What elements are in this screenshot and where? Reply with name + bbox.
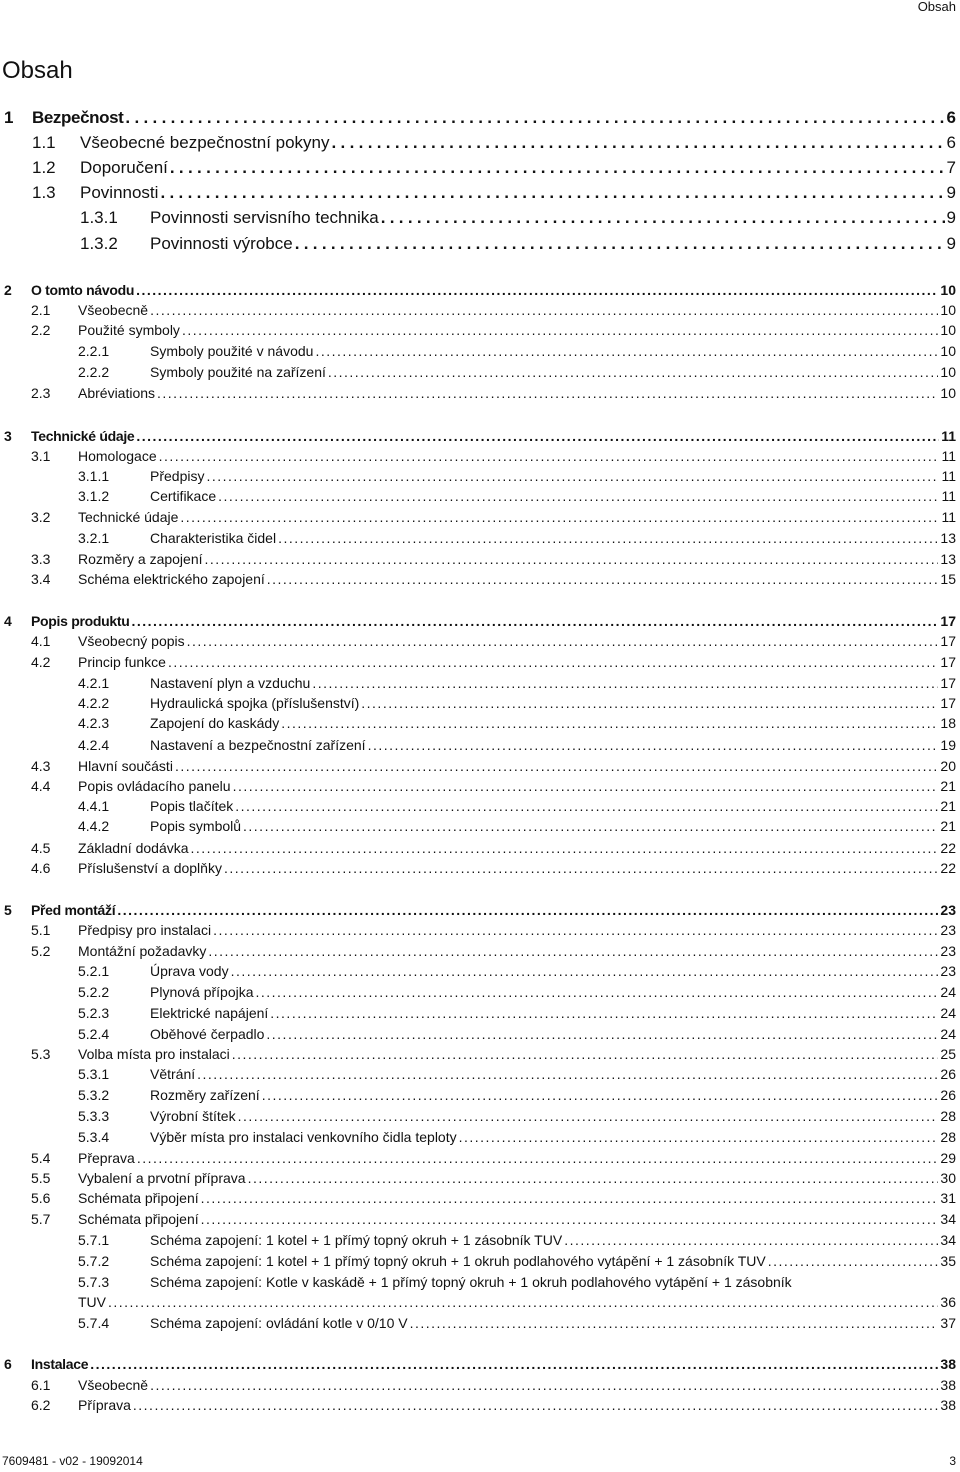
toc-page-number: 21 — [940, 818, 956, 835]
toc-leader-dots — [90, 1356, 938, 1372]
toc-entry[interactable] — [31, 1377, 956, 1397]
toc-label: Zapojení do kaskády — [150, 715, 280, 732]
toc-number: 5.7.2 — [78, 1253, 110, 1270]
toc-leader-dots — [137, 1150, 939, 1166]
toc-leader-dots — [159, 448, 940, 464]
toc-number: 5.1 — [31, 922, 51, 939]
toc-entry[interactable] — [31, 922, 956, 942]
toc-page-number: 24 — [940, 1026, 956, 1043]
toc-chapter[interactable] — [4, 428, 956, 448]
toc-label: Symboly použité v návodu — [150, 343, 314, 360]
toc-leader-dots — [315, 343, 938, 359]
toc-number: 4.2 — [31, 654, 51, 671]
toc-number: 5.3 — [31, 1046, 51, 1063]
toc-number: 4.4.2 — [78, 818, 110, 835]
toc-entry[interactable] — [78, 1274, 956, 1294]
page-number: 3 — [949, 1454, 956, 1468]
toc-page-number: 30 — [940, 1170, 956, 1187]
toc-page-number: 23 — [940, 902, 956, 919]
toc-chapter[interactable] — [4, 1356, 956, 1376]
toc-entry[interactable] — [31, 448, 956, 468]
toc-leader-dots — [150, 1377, 938, 1393]
toc-label: Hlavní součásti — [78, 758, 173, 775]
toc-leader-dots — [117, 902, 938, 918]
toc-page-number: 21 — [940, 778, 956, 795]
toc-label: Rozměry zařízení — [150, 1087, 260, 1104]
toc-leader-dots — [262, 1087, 939, 1103]
toc-page-number: 11 — [941, 509, 956, 526]
toc-entry[interactable] — [31, 1211, 956, 1231]
toc-number: 4.2.3 — [78, 715, 110, 732]
toc-entry[interactable] — [31, 943, 956, 963]
toc-chapter[interactable] — [4, 108, 956, 132]
toc-leader-dots — [168, 654, 938, 670]
toc-number: 2.2.1 — [78, 343, 110, 360]
toc-leader-dots — [564, 1232, 938, 1248]
toc-entry[interactable] — [78, 715, 956, 735]
toc-leader-dots — [108, 1294, 938, 1310]
toc-number: 5.5 — [31, 1170, 51, 1187]
toc-leader-dots — [235, 798, 938, 814]
toc-number: 4.2.4 — [78, 737, 110, 754]
toc-number: 4.6 — [31, 860, 51, 877]
toc-entry[interactable] — [31, 1294, 956, 1314]
toc-page-number: 35 — [940, 1253, 956, 1270]
toc-entry[interactable] — [32, 183, 956, 207]
toc-entry[interactable] — [31, 758, 956, 778]
toc-page-number: 19 — [940, 737, 956, 754]
toc-number: 1.3.1 — [80, 208, 118, 228]
toc-label: Schéma zapojení: 1 kotel + 1 přímý topný okruh + 1 okruh podlahového vytápění + 1 zásobník TUV — [150, 1253, 766, 1270]
toc-leader-dots — [208, 943, 938, 959]
toc-label: Základní dodávka — [78, 840, 189, 857]
toc-entry[interactable] — [31, 840, 956, 860]
toc-page-number: 15 — [940, 571, 956, 588]
toc-label: Schémata připojení — [78, 1190, 199, 1207]
toc-number: 2.1 — [31, 302, 51, 319]
toc-leader-dots — [175, 758, 938, 774]
toc-page-number: 13 — [940, 551, 956, 568]
toc-entry[interactable] — [32, 158, 956, 182]
toc-entry[interactable] — [78, 1066, 956, 1086]
toc-page-number: 10 — [940, 282, 956, 299]
toc-entry[interactable] — [31, 1397, 956, 1417]
toc-label: O tomto návodu — [31, 282, 135, 299]
toc-page-number: 37 — [940, 1315, 956, 1332]
toc-entry[interactable] — [31, 571, 956, 591]
toc-leader-dots — [312, 675, 938, 691]
toc-number: 5.3.1 — [78, 1066, 110, 1083]
toc-number: 3.2 — [31, 509, 51, 526]
toc-leader-dots — [332, 133, 945, 153]
toc-label: Popis tlačítek — [150, 798, 234, 815]
toc-leader-dots — [187, 633, 939, 649]
toc-number: 4.5 — [31, 840, 51, 857]
toc-label: Předpisy pro instalaci — [78, 922, 212, 939]
toc-entry[interactable] — [78, 1232, 956, 1252]
toc-page-number: 28 — [940, 1108, 956, 1125]
toc-number: 3 — [4, 428, 12, 445]
toc-entry[interactable] — [31, 1046, 956, 1066]
toc-number: 5.4 — [31, 1150, 51, 1167]
toc-label: Předpisy — [150, 468, 205, 485]
toc-chapter[interactable] — [4, 902, 956, 922]
toc-leader-dots — [182, 322, 938, 338]
toc-entry[interactable] — [78, 737, 956, 757]
toc-entry[interactable] — [78, 695, 956, 715]
toc-label: Schéma zapojení: ovládání kotle v 0/10 V — [150, 1315, 408, 1332]
toc-entry[interactable] — [78, 488, 956, 508]
toc-number: 5.7.3 — [78, 1274, 110, 1291]
toc-entry[interactable] — [78, 963, 956, 983]
toc-leader-dots — [205, 551, 939, 567]
toc-leader-dots — [267, 571, 939, 587]
toc-number: 2.2.2 — [78, 364, 110, 381]
toc-entry[interactable] — [78, 1087, 956, 1107]
toc-number: 5.7.4 — [78, 1315, 110, 1332]
toc-leader-dots — [133, 1397, 939, 1413]
toc-leader-dots — [131, 613, 938, 629]
toc-entry[interactable] — [78, 364, 956, 384]
toc-label: Schéma zapojení: Kotle v kaskádě + 1 přímý topný okruh + 1 okruh podlahového vytápění + 1 zásobník — [150, 1274, 792, 1291]
toc-number: 6 — [4, 1356, 12, 1373]
toc-label: Příprava — [78, 1397, 131, 1414]
toc-page-number: 17 — [940, 654, 956, 671]
toc-number: 4.1 — [31, 633, 51, 650]
toc-leader-dots — [295, 234, 945, 254]
toc-number: 5.6 — [31, 1190, 51, 1207]
toc-entry[interactable] — [78, 1129, 956, 1149]
toc-page-number: 17 — [940, 675, 956, 692]
toc-leader-dots — [243, 818, 938, 834]
toc-entry[interactable] — [31, 322, 956, 342]
toc-label: Úprava vody — [150, 963, 229, 980]
toc-number: 2.2 — [31, 322, 51, 339]
toc-page-number: 9 — [946, 183, 956, 203]
toc-entry[interactable] — [78, 343, 956, 363]
toc-number: 4.4 — [31, 778, 51, 795]
toc-number: 6.2 — [31, 1397, 51, 1414]
toc-label: Všeobecné bezpečnostní pokyny — [80, 133, 330, 153]
toc-chapter[interactable] — [4, 282, 956, 302]
toc-entry[interactable] — [78, 675, 956, 695]
toc-entry[interactable] — [31, 633, 956, 653]
toc-entry[interactable] — [31, 302, 956, 322]
toc-leader-dots — [157, 385, 938, 401]
toc-number: 5.2 — [31, 943, 51, 960]
toc-label: Přeprava — [78, 1150, 135, 1167]
toc-label: Montážní požadavky — [78, 943, 207, 960]
toc-page-number: 34 — [940, 1211, 956, 1228]
toc-page-number: 11 — [941, 448, 956, 465]
toc-page-number: 17 — [940, 633, 956, 650]
toc-leader-dots — [266, 1026, 938, 1042]
toc-label: Technické údaje — [31, 428, 135, 445]
toc-page-number: 13 — [940, 530, 956, 547]
toc-leader-dots — [224, 860, 938, 876]
toc-label: Před montáží — [31, 902, 116, 919]
document-code: 7609481 - v02 - 19092014 — [2, 1454, 143, 1468]
toc-page-number: 10 — [940, 302, 956, 319]
toc-page-number: 7 — [946, 158, 956, 178]
toc-page-number: 31 — [940, 1190, 956, 1207]
toc-label: Certifikace — [150, 488, 217, 505]
toc-leader-dots — [150, 302, 938, 318]
toc-label: Popis ovládacího panelu — [78, 778, 231, 795]
toc-page-number: 21 — [940, 798, 956, 815]
toc-number: 5.2.4 — [78, 1026, 110, 1043]
toc-leader-dots — [410, 1315, 939, 1331]
toc-page-number: 10 — [940, 322, 956, 339]
toc-page-number: 11 — [941, 428, 956, 445]
toc-number: 4.4.1 — [78, 798, 110, 815]
toc-label: Povinnosti servisního technika — [150, 208, 379, 228]
toc-page-number: 10 — [940, 364, 956, 381]
toc-leader-dots — [136, 428, 939, 444]
toc-page-number: 10 — [940, 385, 956, 402]
toc-label: Instalace — [31, 1356, 89, 1373]
toc-leader-dots — [281, 715, 938, 731]
toc-page-number: 38 — [940, 1356, 956, 1373]
toc-label: Použité symboly — [78, 322, 180, 339]
toc-page-number: 17 — [940, 613, 956, 630]
toc-number: 5.3.4 — [78, 1129, 110, 1146]
toc-label: Schéma elektrického zapojení — [78, 571, 265, 588]
toc-label: Schémata připojení — [78, 1211, 199, 1228]
toc-entry[interactable] — [31, 654, 956, 674]
toc-label: Výběr místa pro instalaci venkovního čidla teploty — [150, 1129, 457, 1146]
toc-entry[interactable] — [31, 1190, 956, 1210]
toc-page-number: 26 — [940, 1066, 956, 1083]
toc-entry[interactable] — [78, 1005, 956, 1025]
toc-label: Příslušenství a doplňky — [78, 860, 222, 877]
toc-label: Vybalení a prvotní příprava — [78, 1170, 246, 1187]
toc-number: 4.2.1 — [78, 675, 110, 692]
toc-entry[interactable] — [78, 984, 956, 1004]
toc-number: 3.1 — [31, 448, 51, 465]
toc-leader-dots — [381, 208, 945, 228]
toc-page-number: 9 — [946, 208, 956, 228]
toc-entry[interactable] — [78, 1315, 956, 1335]
toc-leader-dots — [201, 1211, 939, 1227]
toc-label: Charakteristika čidel — [150, 530, 277, 547]
toc-number: 1.3.2 — [80, 234, 118, 254]
toc-entry[interactable] — [31, 860, 956, 880]
toc-number: 5.3.3 — [78, 1108, 110, 1125]
toc-entry[interactable] — [78, 468, 956, 488]
toc-leader-dots — [768, 1253, 939, 1269]
toc-page-number: 17 — [940, 695, 956, 712]
toc-page-number: 11 — [941, 488, 956, 505]
toc-label: Popis produktu — [31, 613, 130, 630]
toc-leader-dots — [191, 840, 939, 856]
toc-page-number: 20 — [940, 758, 956, 775]
toc-number: 4.3 — [31, 758, 51, 775]
toc-page-number: 23 — [940, 943, 956, 960]
toc-page-number: 6 — [946, 108, 956, 128]
toc-entry[interactable] — [78, 1026, 956, 1046]
running-header: Obsah — [917, 0, 956, 14]
toc-leader-dots — [232, 1046, 939, 1062]
toc-number: 5.7 — [31, 1211, 51, 1228]
toc-number: 3.4 — [31, 571, 51, 588]
toc-leader-dots — [136, 282, 938, 298]
toc-label: Homologace — [78, 448, 157, 465]
toc-page-number: 38 — [940, 1397, 956, 1414]
toc-page-number: 6 — [946, 133, 956, 153]
page-title: Obsah — [2, 57, 73, 84]
toc-entry[interactable] — [78, 818, 956, 838]
toc-number: 5 — [4, 902, 12, 919]
toc-leader-dots — [361, 695, 938, 711]
toc-label: Povinnosti výrobce — [150, 234, 293, 254]
toc-leader-dots — [368, 737, 939, 753]
toc-page-number: 29 — [940, 1150, 956, 1167]
toc-page-number: 22 — [940, 860, 956, 877]
toc-entry[interactable] — [31, 1150, 956, 1170]
toc-number: 2.3 — [31, 385, 51, 402]
toc-chapter[interactable] — [4, 613, 956, 633]
toc-page-number: 34 — [940, 1232, 956, 1249]
toc-leader-dots — [201, 1190, 939, 1206]
toc-leader-dots — [278, 530, 938, 546]
toc-number: 3.2.1 — [78, 530, 110, 547]
toc-leader-dots — [328, 364, 939, 380]
toc-entry[interactable] — [78, 798, 956, 818]
toc-page-number: 28 — [940, 1129, 956, 1146]
toc-entry[interactable] — [78, 530, 956, 550]
toc-leader-dots — [218, 488, 939, 504]
toc-label: Elektrické napájení — [150, 1005, 269, 1022]
toc-leader-dots — [170, 158, 945, 178]
toc-number: 1.2 — [32, 158, 56, 178]
toc-entry[interactable] — [31, 778, 956, 798]
toc-label: Princip funkce — [78, 654, 166, 671]
toc-leader-dots — [256, 984, 939, 1000]
toc-label: Volba místa pro instalaci — [78, 1046, 230, 1063]
toc-label: Hydraulická spojka (příslušenství) — [150, 695, 360, 712]
toc-number: 5.2.3 — [78, 1005, 110, 1022]
toc-number: 4.2.2 — [78, 695, 110, 712]
page-footer — [2, 1454, 956, 1468]
toc-number: 5.2.2 — [78, 984, 110, 1001]
toc-label: Plynová přípojka — [150, 984, 254, 1001]
toc-page-number: 26 — [940, 1087, 956, 1104]
toc-label: TUV — [78, 1294, 106, 1311]
toc-entry[interactable] — [32, 133, 956, 157]
toc-number: 1.3 — [32, 183, 56, 203]
toc-number: 4 — [4, 613, 12, 630]
toc-page-number: 10 — [940, 343, 956, 360]
toc-leader-dots — [197, 1066, 938, 1082]
toc-leader-dots — [270, 1005, 938, 1021]
toc-leader-dots — [125, 108, 944, 128]
toc-page-number: 23 — [940, 922, 956, 939]
toc-label: Nastavení plyn a vzduchu — [150, 675, 311, 692]
toc-entry[interactable] — [31, 1170, 956, 1190]
toc-page-number: 11 — [941, 468, 956, 485]
toc-number: 5.7.1 — [78, 1232, 110, 1249]
toc-leader-dots — [180, 509, 939, 525]
toc-label: Povinnosti — [80, 183, 159, 203]
toc-number: 1 — [4, 108, 14, 128]
toc-label: Abréviations — [78, 385, 156, 402]
toc-leader-dots — [160, 183, 944, 203]
toc-label: Všeobecně — [78, 302, 149, 319]
toc-number: 3.1.2 — [78, 488, 110, 505]
toc-label: Bezpečnost — [32, 108, 124, 128]
toc-leader-dots — [206, 468, 939, 484]
toc-leader-dots — [248, 1170, 939, 1186]
toc-label: Oběhové čerpadlo — [150, 1026, 265, 1043]
toc-page-number: 24 — [940, 984, 956, 1001]
toc-label: Všeobecně — [78, 1377, 149, 1394]
toc-page-number: 23 — [940, 963, 956, 980]
toc-label: Technické údaje — [78, 509, 179, 526]
toc-label: Větrání — [150, 1066, 196, 1083]
toc-entry[interactable] — [31, 509, 956, 529]
toc-entry[interactable] — [80, 234, 956, 258]
toc-label: Výrobní štítek — [150, 1108, 236, 1125]
toc-entry[interactable] — [80, 208, 956, 232]
toc-page-number: 24 — [940, 1005, 956, 1022]
toc-page-number: 9 — [946, 234, 956, 254]
toc-label: Rozměry a zapojení — [78, 551, 203, 568]
toc-number: 5.3.2 — [78, 1087, 110, 1104]
toc-entry[interactable] — [78, 1253, 956, 1273]
toc-number: 5.2.1 — [78, 963, 110, 980]
toc-label: Všeobecný popis — [78, 633, 185, 650]
toc-entry[interactable] — [31, 551, 956, 571]
toc-label: Doporučení — [80, 158, 168, 178]
toc-number: 3.1.1 — [78, 468, 110, 485]
toc-label: Schéma zapojení: 1 kotel + 1 přímý topný okruh + 1 zásobník TUV — [150, 1232, 563, 1249]
toc-leader-dots — [213, 922, 938, 938]
toc-leader-dots — [459, 1129, 939, 1145]
toc-number: 2 — [4, 282, 12, 299]
toc-number: 3.3 — [31, 551, 51, 568]
toc-page-number: 18 — [940, 715, 956, 732]
toc-page-number: 36 — [940, 1294, 956, 1311]
toc-page-number: 22 — [940, 840, 956, 857]
toc-label: Popis symbolů — [150, 818, 242, 835]
toc-page-number: 25 — [940, 1046, 956, 1063]
toc-leader-dots — [238, 1108, 939, 1124]
toc-number: 6.1 — [31, 1377, 51, 1394]
toc-label: Symboly použité na zařízení — [150, 364, 326, 381]
toc-page-number: 38 — [940, 1377, 956, 1394]
toc-entry[interactable] — [31, 385, 956, 405]
toc-leader-dots — [231, 963, 939, 979]
toc-number: 1.1 — [32, 133, 56, 153]
toc-entry[interactable] — [78, 1108, 956, 1128]
toc-label: Nastavení a bezpečnostní zařízení — [150, 737, 366, 754]
toc-leader-dots — [233, 778, 939, 794]
